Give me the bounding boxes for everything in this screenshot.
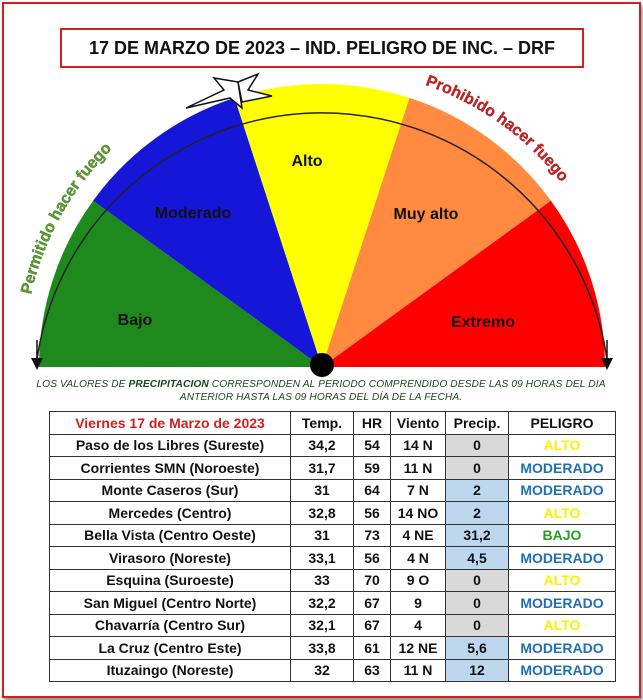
hr-cell: 67: [354, 614, 391, 637]
temp-cell: 34,2: [291, 434, 354, 457]
station-cell: San Miguel (Centro Norte): [50, 592, 291, 615]
table-row: [50, 434, 616, 457]
danger-cell: ALTO: [509, 614, 616, 637]
wind-cell: 4: [391, 614, 446, 637]
temp-cell: 32,2: [291, 592, 354, 615]
report-title: 17 DE MARZO DE 2023 – IND. PELIGRO DE INC. – DRF: [60, 28, 584, 68]
table-row: [50, 614, 616, 637]
hr-cell: 70: [354, 569, 391, 592]
header-hr: HR: [354, 412, 391, 435]
hr-cell: 63: [354, 659, 391, 682]
station-cell: Virasoro (Noreste): [50, 547, 291, 570]
segment-label-bajo: Bajo: [117, 312, 153, 329]
station-cell: Paso de los Libres (Sureste): [50, 434, 291, 457]
wind-cell: 14 NO: [391, 502, 446, 525]
hr-cell: 73: [354, 524, 391, 547]
precip-cell: 31,2: [446, 524, 509, 547]
fire-danger-gauge: [0, 70, 643, 382]
wind-cell: 11 N: [391, 659, 446, 682]
hr-cell: 56: [354, 547, 391, 570]
header-wind: Viento: [391, 412, 446, 435]
hr-cell: 54: [354, 434, 391, 457]
note-line2: ANTERIOR HASTA LAS 09 HORAS DEL DÍA DE LA FECHA.: [179, 392, 463, 403]
precip-cell: 0: [446, 569, 509, 592]
temp-cell: 32,8: [291, 502, 354, 525]
table-row: [50, 457, 616, 480]
wind-cell: 14 N: [391, 434, 446, 457]
date-header: Viernes 17 de Marzo de 2023: [50, 412, 291, 435]
precip-cell: 0: [446, 434, 509, 457]
wind-cell: 12 NE: [391, 637, 446, 660]
danger-cell: MODERADO: [509, 547, 616, 570]
station-cell: Monte Caseros (Sur): [50, 479, 291, 502]
gauge-needle-hub: [310, 353, 334, 377]
table-row: [50, 592, 616, 615]
header-danger: PELIGRO: [509, 412, 616, 435]
danger-cell: MODERADO: [509, 592, 616, 615]
precip-cell: 4,5: [446, 547, 509, 570]
table-row: [50, 502, 616, 525]
precip-cell: 0: [446, 614, 509, 637]
hr-cell: 59: [354, 457, 391, 480]
wind-cell: 4 N: [391, 547, 446, 570]
station-cell: Mercedes (Centro): [50, 502, 291, 525]
header-precip: Precip.: [446, 412, 509, 435]
station-cell: La Cruz (Centro Este): [50, 637, 291, 660]
hr-cell: 64: [354, 479, 391, 502]
danger-cell: ALTO: [509, 434, 616, 457]
danger-cell: MODERADO: [509, 659, 616, 682]
fire-danger-table: [49, 411, 616, 682]
station-cell: Ituzaingo (Noreste): [50, 659, 291, 682]
station-cell: Esquina (Suroeste): [50, 569, 291, 592]
danger-cell: MODERADO: [509, 479, 616, 502]
segment-label-muy-alto: Muy alto: [393, 206, 459, 223]
temp-cell: 33,8: [291, 637, 354, 660]
hr-cell: 67: [354, 592, 391, 615]
temp-cell: 33,1: [291, 547, 354, 570]
precipitation-note: [10, 378, 632, 404]
wind-cell: 7 N: [391, 479, 446, 502]
precip-cell: 0: [446, 592, 509, 615]
danger-cell: ALTO: [509, 569, 616, 592]
table-header-row: [50, 412, 616, 435]
table-row: [50, 659, 616, 682]
header-temp: Temp.: [291, 412, 354, 435]
prohibited-fire-label: Prohibido hacer fuego: [423, 72, 572, 186]
wind-cell: 11 N: [391, 457, 446, 480]
table-row: [50, 479, 616, 502]
table-row: [50, 547, 616, 570]
wind-cell: 9 O: [391, 569, 446, 592]
segment-label-moderado: Moderado: [154, 205, 232, 222]
station-cell: Bella Vista (Centro Oeste): [50, 524, 291, 547]
temp-cell: 31: [291, 524, 354, 547]
station-cell: Chavarría (Centro Sur): [50, 614, 291, 637]
precip-cell: 0: [446, 457, 509, 480]
table-row: [50, 524, 616, 547]
temp-cell: 33: [291, 569, 354, 592]
danger-cell: ALTO: [509, 502, 616, 525]
wind-cell: 9: [391, 592, 446, 615]
precip-cell: 2: [446, 502, 509, 525]
temp-cell: 31,7: [291, 457, 354, 480]
temp-cell: 31: [291, 479, 354, 502]
temp-cell: 32,1: [291, 614, 354, 637]
precip-cell: 2: [446, 479, 509, 502]
precip-cell: 12: [446, 659, 509, 682]
danger-cell: MODERADO: [509, 457, 616, 480]
table-row: [50, 637, 616, 660]
note-keyword: PRECIPITACION: [128, 379, 209, 390]
table-row: [50, 569, 616, 592]
danger-cell: MODERADO: [509, 637, 616, 660]
segment-label-alto: Alto: [291, 153, 323, 170]
hr-cell: 61: [354, 637, 391, 660]
danger-cell: BAJO: [509, 524, 616, 547]
segment-label-extremo: Extremo: [450, 314, 516, 331]
hr-cell: 56: [354, 502, 391, 525]
temp-cell: 32: [291, 659, 354, 682]
wind-cell: 4 NE: [391, 524, 446, 547]
permitted-fire-label: Permitido hacer fuego: [18, 139, 116, 296]
station-cell: Corrientes SMN (Noroeste): [50, 457, 291, 480]
note-prefix: LOS VALORES DE: [36, 379, 129, 390]
precip-cell: 5,6: [446, 637, 509, 660]
note-line1-rest: CORRESPONDEN AL PERIODO COMPRENDIDO DESDE LAS 09 HORAS DEL DIA: [208, 379, 606, 390]
